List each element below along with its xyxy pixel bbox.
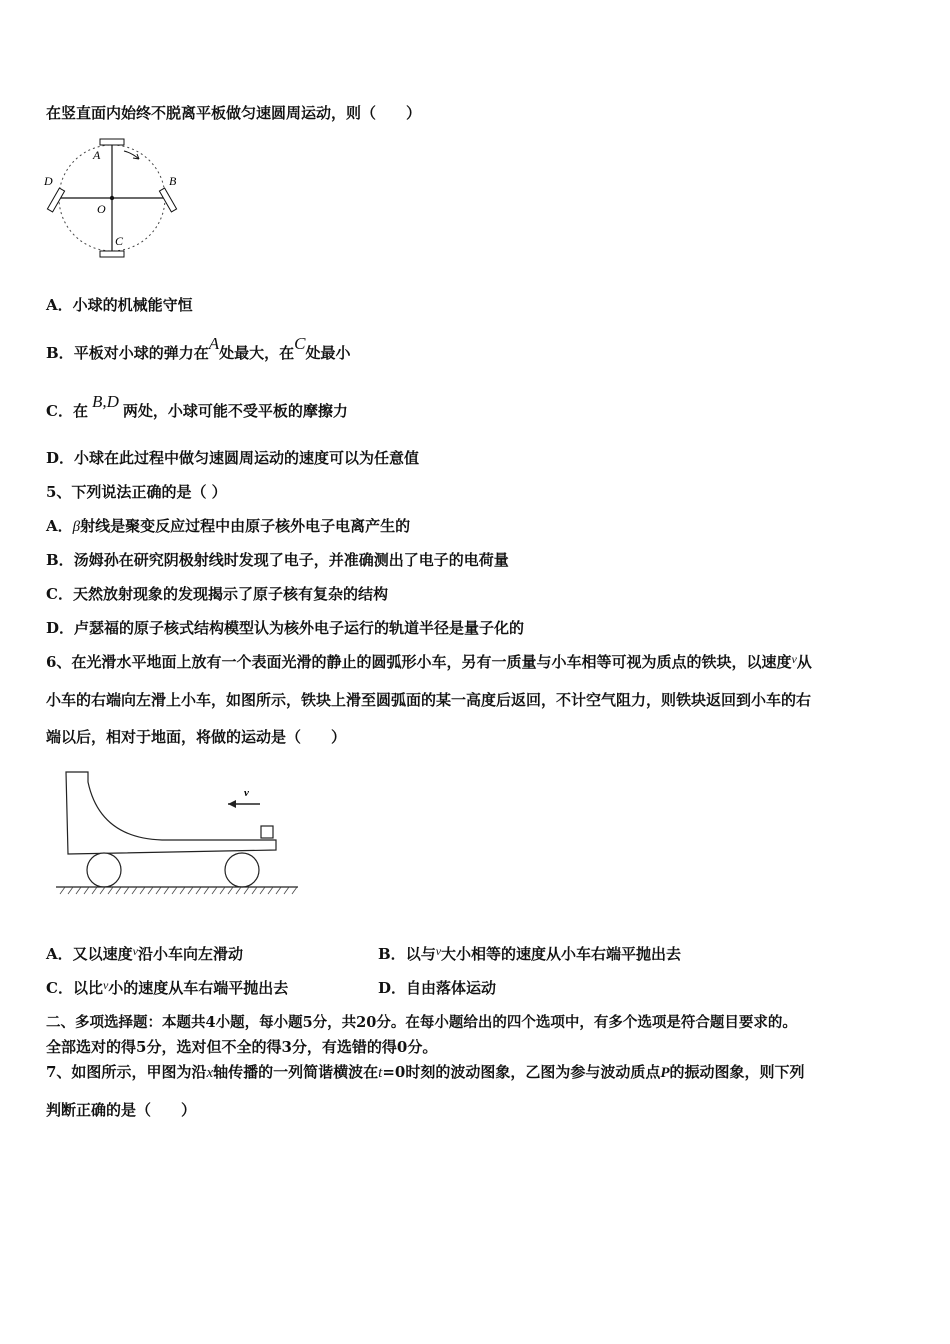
q5-option-a: A．β射线是聚变反应过程中由原子核外电子电离产生的 (46, 517, 411, 535)
center-point (110, 196, 114, 200)
q6-cart-figure (52, 768, 302, 900)
label-A: A (93, 148, 101, 162)
label-O: O (97, 202, 106, 216)
q4-option-c: C．在 B,D 两处，小球可能不受平板的摩擦力 (46, 392, 348, 420)
q4-stem: 在竖直面内始终不脱离平板做匀速圆周运动，则（ ） (46, 104, 422, 122)
plate-top (100, 139, 124, 145)
iron-block (261, 826, 273, 838)
section-2-header: 二、多项选择题：本题共4小题，每小题5分，共20分。在每小题给出的四个选项中，有多个选项是符合题目要求的。 全部选对的得5分，选对但不全的得3分，有选错的得0分。 (46, 1014, 797, 1056)
rotation-arrow-icon (124, 151, 139, 159)
ground-hatching (60, 887, 297, 894)
q6-options-row-1 (46, 943, 906, 964)
q5-option-c: C．天然放射现象的发现揭示了原子核有复杂的结构 (46, 585, 388, 603)
q6-option-b: B．以与$^v$大小相等的速度从小车右端平抛出去 (378, 944, 682, 963)
q7-stem-line-2: 判断正确的是（ ） (46, 1101, 197, 1119)
q7-stem-line-1: 7、如图所示，甲图为沿x轴传播的一列简谐横波在t=0时刻的波动图象，乙图为参与波动质点P的振动图象，则下列 (46, 1063, 805, 1081)
velocity-label: v (244, 787, 249, 799)
q6-option-d: D．自由落体运动 (378, 979, 497, 997)
q4-circle-figure (40, 134, 200, 266)
q6-option-c: C．以比$^v$小的速度从车右端平抛出去 (46, 978, 289, 997)
velocity-arrowhead-icon (228, 800, 236, 808)
q6-option-a: A．又以速度$^v$沿小车向左滑动 (46, 944, 243, 963)
q4-option-b: B．平板对小球的弹力在A处最大，在C处最小 (46, 334, 351, 362)
q6-stem-line-2: 小车的右端向左滑上小车，如图所示，铁块上滑至圆弧面的某一高度后返回，不计空气阻力，则铁块返回到小车的右 (46, 691, 812, 709)
wheel-left (87, 853, 121, 887)
q6-options-row-2 (46, 977, 906, 998)
q6-stem-line-3: 端以后，相对于地面，将做的运动是（ ） (46, 728, 347, 746)
q5-option-b: B．汤姆孙在研究阴极射线时发现了电子，并准确测出了电子的电荷量 (46, 551, 509, 569)
q4-option-a: A．小球的机械能守恒 (46, 296, 193, 314)
label-B: B (169, 174, 177, 188)
q6-stem-line-1: 6、在光滑水平地面上放有一个表面光滑的静止的圆弧形小车，另有一质量与小车相等可视为质点的铁块，以速度$^v$从 (46, 652, 812, 671)
plate-bottom (100, 251, 124, 257)
label-C: C (115, 234, 124, 248)
q5-stem: 5、下列说法正确的是（ ） (46, 483, 227, 501)
cart-body (66, 772, 276, 854)
plate-left (47, 188, 64, 212)
wheel-right (225, 853, 259, 887)
q5-option-d: D．卢瑟福的原子核式结构模型认为核外电子运行的轨道半径是量子化的 (46, 619, 525, 637)
plate-right (159, 188, 176, 212)
q4-option-d: D．小球在此过程中做匀速圆周运动的速度可以为任意值 (46, 449, 420, 467)
label-D: D (44, 174, 53, 188)
